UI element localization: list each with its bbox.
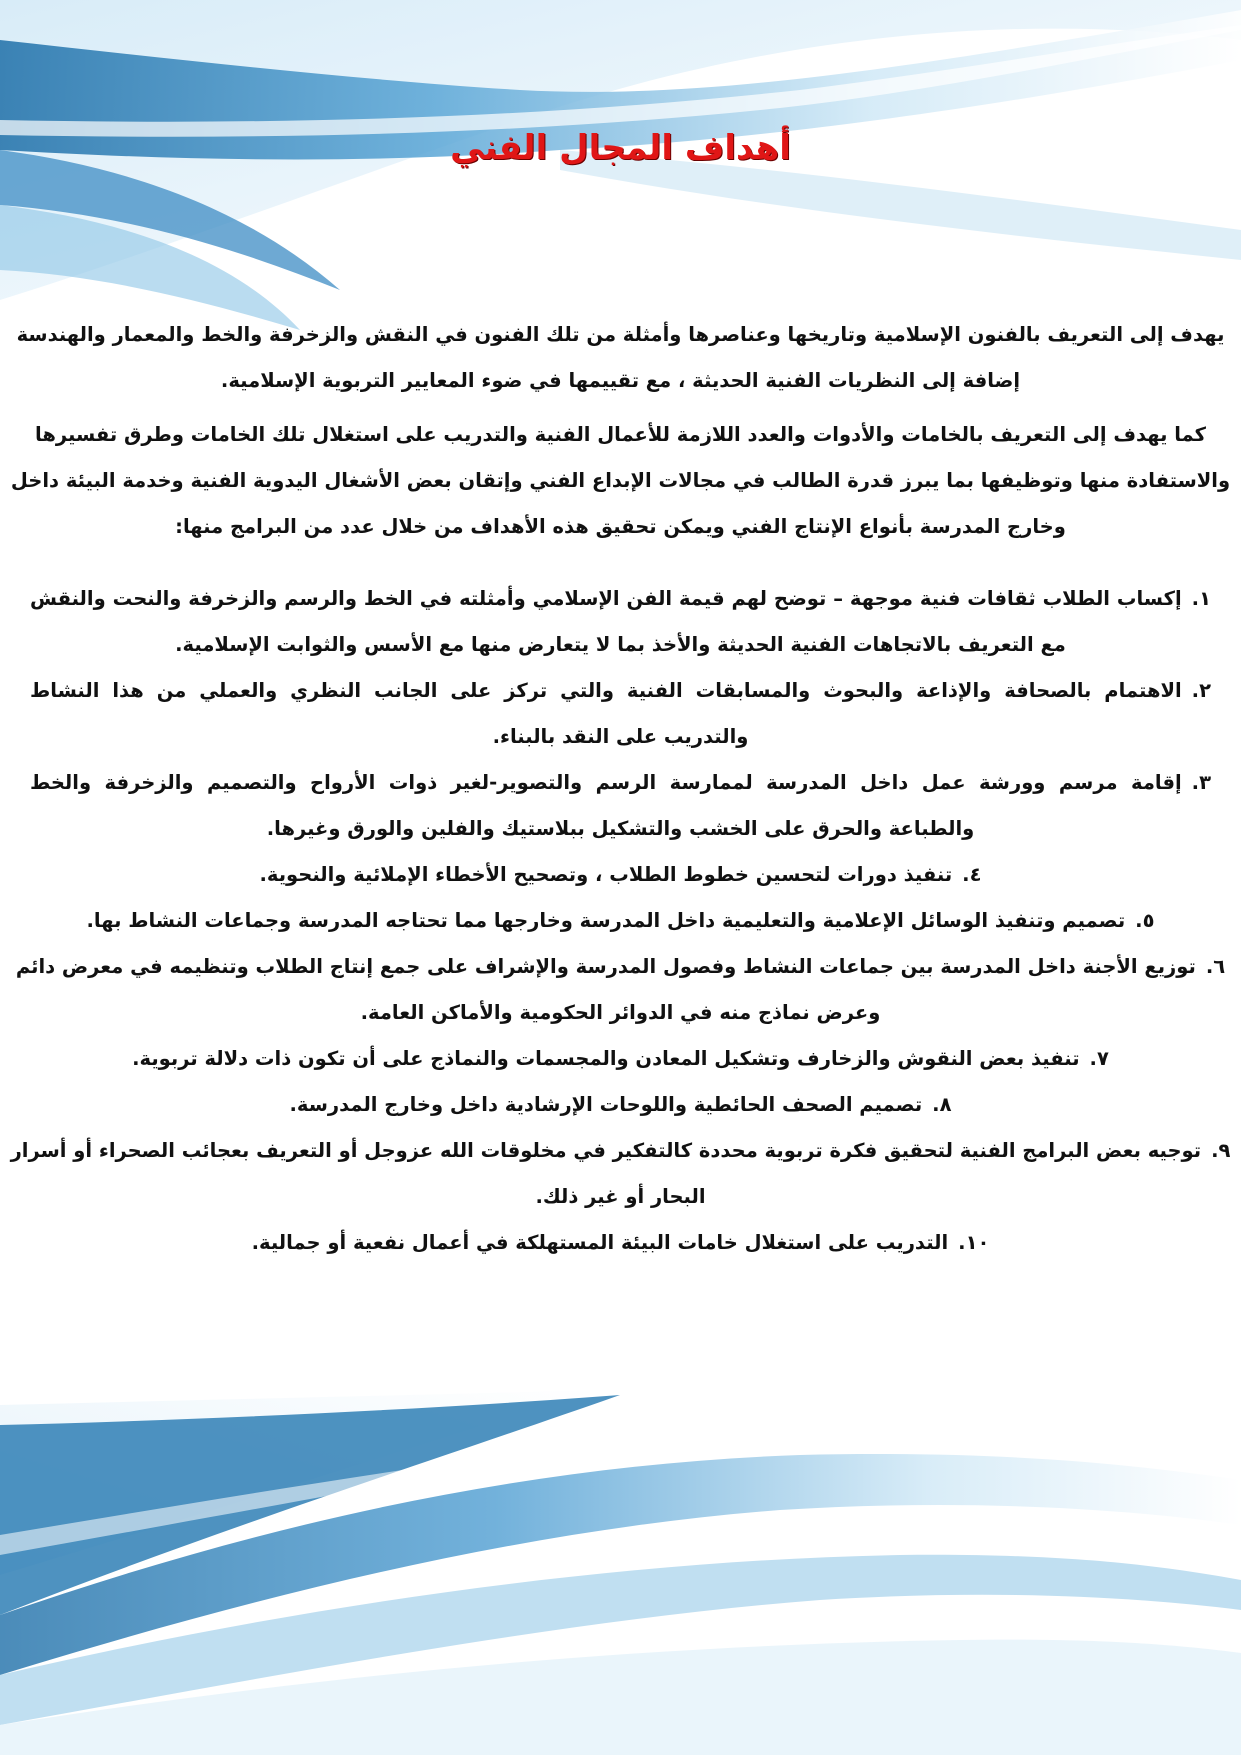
list-item bbox=[10, 898, 1231, 944]
list-item-text: إكساب الطلاب ثقافات فنية موجهة – توضح لهم قيمة الفن الإسلامي وأمثلته في الخط والرسم والزخرفة والنحت والنقش مع التعريف بالاتجاهات الفنية الحديثة والأخذ بما لا يتعارض منها مع الأسس والثوابت الإسلامية. bbox=[30, 587, 1182, 656]
list-item-number: ٢. bbox=[1191, 679, 1211, 702]
list-item-text: التدريب على استغلال خامات البيئة المستهلكة في أعمال نفعية أو جمالية. bbox=[251, 1231, 949, 1254]
list-item-number: ٨. bbox=[932, 1093, 952, 1116]
list-item-text: تنفيذ دورات لتحسين خطوط الطلاب ، وتصحيح الأخطاء الإملائية والنحوية. bbox=[259, 863, 953, 886]
intro-paragraph: يهدف إلى التعريف بالفنون الإسلامية وتاريخها وعناصرها وأمثلة من تلك الفنون في النقش والزخرفة والخط والمعمار والهندسة إضافة إلى النظريات الفنية الحديثة ، مع تقييمها في ضوء المعايير التربوية الإسلامية. bbox=[16, 323, 1225, 392]
list-item-number: ٩. bbox=[1211, 1139, 1231, 1162]
goals-list bbox=[10, 576, 1231, 1266]
list-item bbox=[10, 668, 1231, 760]
list-item bbox=[10, 1082, 1231, 1128]
page-title: أهداف المجال الفني bbox=[450, 128, 791, 168]
list-item-number: ٣. bbox=[1191, 771, 1211, 794]
top-wave-decoration bbox=[0, 0, 1241, 360]
list-item-number: ٤. bbox=[962, 863, 982, 886]
list-item-text: توجيه بعض البرامج الفنية لتحقيق فكرة تربوية محددة كالتفكير في مخلوقات الله عزوجل أو التعريف بعجائب الصحراء أو أسرار البحار أو غير ذلك. bbox=[10, 1139, 1202, 1208]
list-item bbox=[10, 1220, 1231, 1266]
list-item-text: الاهتمام بالصحافة والإذاعة والبحوث والمسابقات الفنية والتي تركز على الجانب النظري والعملي من هذا النشاط والتدريب على النقد بالبناء. bbox=[30, 679, 1182, 748]
list-item-number: ١٠. bbox=[958, 1231, 990, 1254]
list-item-number: ١. bbox=[1191, 587, 1211, 610]
list-item-text: تنفيذ بعض النقوش والزخارف وتشكيل المعادن والمجسمات والنماذج على أن تكون ذات دلالة تربوية. bbox=[132, 1047, 1080, 1070]
list-item-number: ٦. bbox=[1205, 955, 1226, 978]
list-item-text: إقامة مرسم وورشة عمل داخل المدرسة لممارسة الرسم والتصوير-لغير ذوات الأرواح والتصميم والزخرفة والخط والطباعة والحرق على الخشب والتشكيل ببلاستيك والفلين والورق وغيرها. bbox=[30, 771, 1182, 840]
list-item-text: توزيع الأجنة داخل المدرسة بين جماعات النشاط وفصول المدرسة والإشراف على جمع إنتاج الطلاب وتنظيمه في معرض دائم وعرض نماذج منه في الدوائر الحكومية والأماكن العامة. bbox=[15, 955, 1196, 1024]
list-item-number: ٧. bbox=[1089, 1047, 1109, 1070]
document-body bbox=[10, 312, 1231, 1266]
bottom-wave-decoration bbox=[0, 1385, 1241, 1755]
list-item bbox=[10, 1128, 1231, 1220]
list-item bbox=[10, 852, 1231, 898]
intro-paragraph: كما يهدف إلى التعريف بالخامات والأدوات والعدد اللازمة للأعمال الفنية والتدريب على استغلال تلك الخامات وطرق تفسيرها والاستفادة منها وتوظيفها بما يبرز قدرة الطالب في مجالات الإبداع الفني وإتقان بعض الأشغال اليدوية الفنية وخدمة البيئة داخل وخارج المدرسة بأنواع الإنتاج الفني ويمكن تحقيق هذه الأهداف من خلال عدد من البرامج منها: bbox=[10, 423, 1231, 538]
list-item bbox=[10, 760, 1231, 852]
list-item-text: تصميم وتنفيذ الوسائل الإعلامية والتعليمية داخل المدرسة وخارجها مما تحتاجه المدرسة وجماعات النشاط بها. bbox=[86, 909, 1126, 932]
list-item bbox=[10, 576, 1231, 668]
list-item bbox=[10, 944, 1231, 1036]
list-item bbox=[10, 1036, 1231, 1082]
list-item-number: ٥. bbox=[1135, 909, 1155, 932]
list-item-text: تصميم الصحف الحائطية واللوحات الإرشادية داخل وخارج المدرسة. bbox=[289, 1093, 923, 1116]
